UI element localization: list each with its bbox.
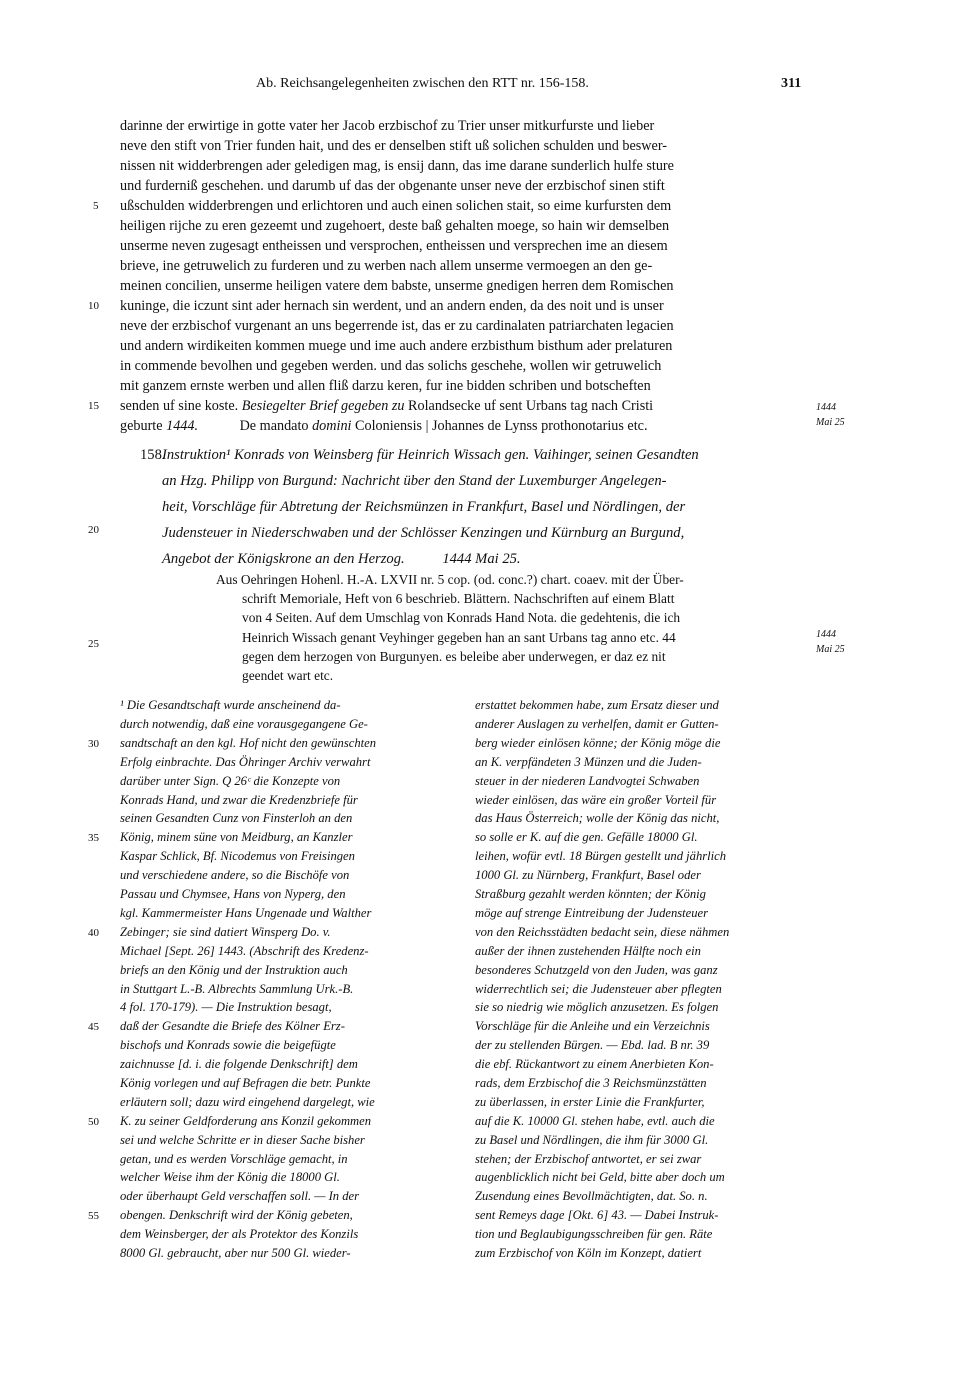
line-number: 15 (88, 400, 99, 412)
footnote-line: so solle er K. auf die gen. Gefälle 18000 Gl. (475, 830, 698, 844)
margin-date: Mai 25 (816, 417, 845, 428)
footnote-line: sent Remeys dage [Okt. 6] 43. — Dabei Instruk- (475, 1208, 719, 1222)
footnote-line: dem Weinsberger, der als Protektor des Konzils (120, 1227, 359, 1241)
footnote-line: Michael [Sept. 26] 1443. (Abschrift des Kredenz- (120, 944, 369, 958)
body-line: nissen nit widderbrengen ader geledigen mag, is ensij dann, das ime darane sunderlich hulfe sture (120, 158, 674, 174)
line-number: 30 (88, 738, 99, 750)
line-number: 50 (88, 1116, 99, 1128)
body-line: unserme neven zugesagt entheissen und versprochen, entheissen und versprechen ime an diesem (120, 238, 668, 254)
footnote-line: Vorschläge für die Anleihe und ein Verzeichnis (475, 1019, 710, 1033)
footnote-line: möge auf strenge Eintreibung der Judensteuer (475, 906, 709, 920)
body-line: brieve, ine getruwelich zu furderen und zu werben nach allem unserme vermoegen an den ge- (120, 258, 653, 274)
footnote-line: die ebf. Rückantwort zu einem Anerbieten Kon- (475, 1057, 714, 1071)
line-number: 20 (88, 524, 99, 536)
body-line: heiligen rijche zu eren gezeemt und zugehoert, deste baß gehalten moege, so hain wir demselben (120, 218, 670, 234)
body-line: in commende bevolhen und gegeben werden. und das solichs geschehe, wollen wir getruwelich (120, 358, 662, 374)
body-line: kuninge, die iczunt sint ader hernach sin werdent, und an andern enden, da des noit und is unser (120, 298, 664, 314)
body-line: ußschulden widderbrengen und erlichtoren und auch einen solichen stait, so eime kurfursten dem (120, 198, 672, 214)
footnote-line: bischofs und Konrads sowie die beigefügte (120, 1038, 336, 1052)
footnote-line: tion und Beglaubigungsschreiben für gen. Räte (475, 1227, 713, 1241)
footnote-line: ¹ Die Gesandtschaft wurde anscheinend da- (120, 698, 341, 712)
source-line: von 4 Seiten. Auf dem Umschlag von Konrads Hand Nota. die gedehtenis, die ich (242, 610, 681, 625)
footnote-line: König vorlegen und auf Befragen die betr. Punkte (120, 1076, 371, 1090)
footnote-line: steuer in der niederen Landvogtei Schwaben (475, 774, 700, 788)
body-line-text: senden uf sine koste. (120, 398, 239, 414)
body-line: und furderniß geschehen. und darumb uf das der obgenante unser neve der erzbischof sinen stift (120, 178, 665, 194)
footnote-line: augenblicklich nicht bei Geld, bitte aber doch um (475, 1170, 725, 1184)
footnote-line: zum Erzbischof von Köln im Konzept, datiert (475, 1246, 702, 1260)
margin-year: 1444 (816, 629, 836, 640)
line-number: 5 (93, 200, 99, 212)
page-number: 311 (781, 76, 802, 91)
closing-line (120, 416, 648, 436)
line-number: 10 (88, 300, 99, 312)
sealed-place: Rolandsecke uf sent Urbans tag nach Cristi (408, 398, 654, 414)
source-line: schrift Memoriale, Heft von 6 beschrieb. Blättern. Nachschriften auf einem Blatt (242, 591, 675, 606)
section-heading-last (162, 546, 521, 572)
line-number: 35 (88, 832, 99, 844)
footnote-line: briefs an den König und der Instruktion auch (120, 963, 348, 977)
body-line: mit ganzem ernste werben und allen fliß darzu keren, fur ine bidden schriben und botscheften (120, 378, 651, 394)
margin-year: 1444 (816, 402, 836, 413)
section-heading-line: an Hzg. Philipp von Burgund: Nachricht über den Stand der Luxemburger Angelegen- (162, 473, 667, 489)
line-number: 55 (88, 1210, 99, 1222)
footnote-line: daß der Gesandte die Briefe des Kölner Erz- (120, 1019, 345, 1033)
line-number: 25 (88, 638, 99, 650)
footnote-line: rads, dem Erzbischof die 3 Reichsmünzstätten (475, 1076, 707, 1090)
footnote-line: sie so niedrig wie möglich anzusetzen. Es folgen (475, 1000, 719, 1014)
footnote-line: Zusendung eines Bevollmächtigten, dat. So. n. (475, 1189, 708, 1203)
footnote-line: 8000 Gl. gebraucht, aber nur 500 Gl. wieder- (120, 1246, 351, 1260)
footnote-line: darüber unter Sign. Q 26ᶜ die Konzepte von (120, 774, 341, 788)
body-line: und andern wirdikeiten kommen muege und ime auch andere erzbisthum bisthum ader prelaturen (120, 338, 673, 354)
body-line-final (120, 396, 653, 416)
footnote-line: zu überlassen, in erster Linie die Frankfurter, (475, 1095, 705, 1109)
footnote-line: Erfolg einbrachte. Das Öhringer Archiv verwahrt (120, 755, 371, 769)
closing-start: geburte (120, 418, 163, 434)
footnote-line: erläutern soll; dazu wird eingehend dargelegt, wie (120, 1095, 375, 1109)
source-line: Heinrich Wissach genant Veyhinger gegeben han an sant Urbans tag anno etc. 44 (242, 630, 676, 645)
body-line: meinen concilien, unserme heiligen vatere dem babste, unserme gnedigen herren dem Romischen (120, 278, 674, 294)
section-heading-line: Judensteuer in Niederschwaben und der Schlösser Kenzingen und Kürnburg an Burgund, (162, 525, 685, 541)
footnote-line: anderer Auslagen zu verhelfen, damit er Gutten- (475, 717, 719, 731)
footnote-line: oder überhaupt Geld verschaffen soll. — In der (120, 1189, 360, 1203)
section-heading-line: Angebot der Königskrone an den Herzog. (162, 551, 405, 567)
footnote-line: 4 fol. 170-179). — Die Instruktion besagt, (120, 1000, 332, 1014)
footnote-line: durch notwendig, daß eine vorausgegangene Ge- (120, 717, 368, 731)
source-line: Aus Oehringen Hohenl. H.-A. LXVII nr. 5 cop. (od. conc.?) chart. coaev. mit der Über- (216, 572, 684, 587)
footnote-line: stehen; der Erzbischof antwortet, er sei zwar (475, 1152, 702, 1166)
closing-domini: domini (312, 418, 352, 434)
footnote-line: in Stuttgart L.-B. Albrechts Sammlung Urk.-B. (120, 982, 354, 996)
footnote-line: und verschiedene andere, so die Bischöfe von (120, 868, 350, 882)
source-line: gegen dem herzogen von Burgunyen. es beleibe aber underwegen, er daz ez nit (242, 649, 666, 664)
footnote-line: sandtschaft an den kgl. Hof nicht den gewünschten (120, 736, 377, 750)
footnote-line: Straßburg gezahlt werden könnten; der König (475, 887, 706, 901)
body-line: neve der erzbischof vurgenant an uns begerrende ist, das er zu cardinalaten patriarchaten legacien (120, 318, 674, 334)
footnote-line: Kaspar Schlick, Bf. Nicodemus von Freisingen (120, 849, 355, 863)
running-header: Ab. Reichsangelegenheiten zwischen den RTT nr. 156-158. (256, 76, 589, 91)
footnote-line: besonderes Schutzgeld von den Juden, was ganz (475, 963, 718, 977)
footnote-line: Passau und Chymsee, Hans von Nyperg, den (120, 887, 346, 901)
section-date: 1444 Mai 25. (442, 551, 521, 567)
footnote-line: König, minem süne von Meidburg, an Kanzler (120, 830, 353, 844)
line-number: 45 (88, 1021, 99, 1033)
footnote-line: erstattet bekommen habe, zum Ersatz dieser und (475, 698, 719, 712)
footnote-line: zu Basel und Nördlingen, die ihm für 3000 Gl. (475, 1133, 709, 1147)
footnote-line: Zebinger; sie sind datiert Winsperg Do. v. (120, 925, 331, 939)
closing-year: 1444. (166, 418, 199, 434)
section-heading-line: Instruktion¹ Konrads von Weinsberg für Heinrich Wissach gen. Vaihinger, seinen Gesandten (162, 447, 699, 463)
line-number: 40 (88, 927, 99, 939)
footnote-line: leihen, wofür evtl. 18 Bürgen gestellt und jährlich (475, 849, 727, 863)
footnote-line: der zu stellenden Bürgen. — Ebd. lad. B nr. 39 (475, 1038, 710, 1052)
body-line: darinne der erwirtige in gotte vater her Jacob erzbischof zu Trier unser mitkurfurste und lieber (120, 118, 655, 134)
margin-date: Mai 25 (816, 644, 845, 655)
closing-mandate: De mandato (239, 418, 309, 434)
footnote-line: das Haus Österreich; wolle der König das nicht, (475, 811, 720, 825)
footnote-line: berg wieder einlösen könne; der König möge die (475, 736, 721, 750)
sealed-note: Besiegelter Brief gegeben zu (241, 398, 405, 414)
footnote-line: 1000 Gl. zu Nürnberg, Frankfurt, Basel oder (475, 868, 701, 882)
body-line: neve den stift von Trier funden hait, und des er denselben stift uß solichen schulden und beswer- (120, 138, 668, 154)
footnote-line: welcher Weise ihm der König die 18000 Gl. (120, 1170, 340, 1184)
section-heading-line: heit, Vorschläge für Abtretung der Reichsmünzen in Frankfurt, Basel und Nördlingen, der (162, 499, 686, 515)
footnote-line: kgl. Kammermeister Hans Ungenade und Walther (120, 906, 372, 920)
footnote-line: von den Reichsstädten bedacht sein, diese nähmen (475, 925, 730, 939)
footnote-line: widerrechtlich sei; die Judensteuer aber pflegten (475, 982, 722, 996)
footnote-line: K. zu seiner Geldforderung ans Konzil gekommen (120, 1114, 372, 1128)
footnote-line: auf die K. 10000 Gl. stehen habe, evtl. auch die (475, 1114, 715, 1128)
section-number: 158. (140, 447, 166, 463)
footnote-line: getan, und es werden Vorschläge gemacht, in (120, 1152, 348, 1166)
source-line: geendet wart etc. (242, 668, 334, 683)
footnote-line: seinen Gesandten Cunz von Finsterloh an den (120, 811, 353, 825)
footnote-line: an K. verpfändeten 3 Münzen und die Juden- (475, 755, 702, 769)
closing-rest: Coloniensis | Johannes de Lynss prothonotarius etc. (355, 418, 648, 434)
footnote-line: außer der ihnen zustehenden Hälfte noch ein (475, 944, 701, 958)
footnote-line: Konrads Hand, und zwar die Kredenzbriefe für (120, 793, 358, 807)
footnote-line: zaichnusse [d. i. die folgende Denkschrift] dem (120, 1057, 358, 1071)
footnote-line: wieder einlösen, das wäre ein großer Vorteil für (475, 793, 717, 807)
footnote-line: obengen. Denkschrift wird der König gebeten, (120, 1208, 353, 1222)
footnote-line: sei und welche Schritte er in dieser Sache bisher (120, 1133, 365, 1147)
